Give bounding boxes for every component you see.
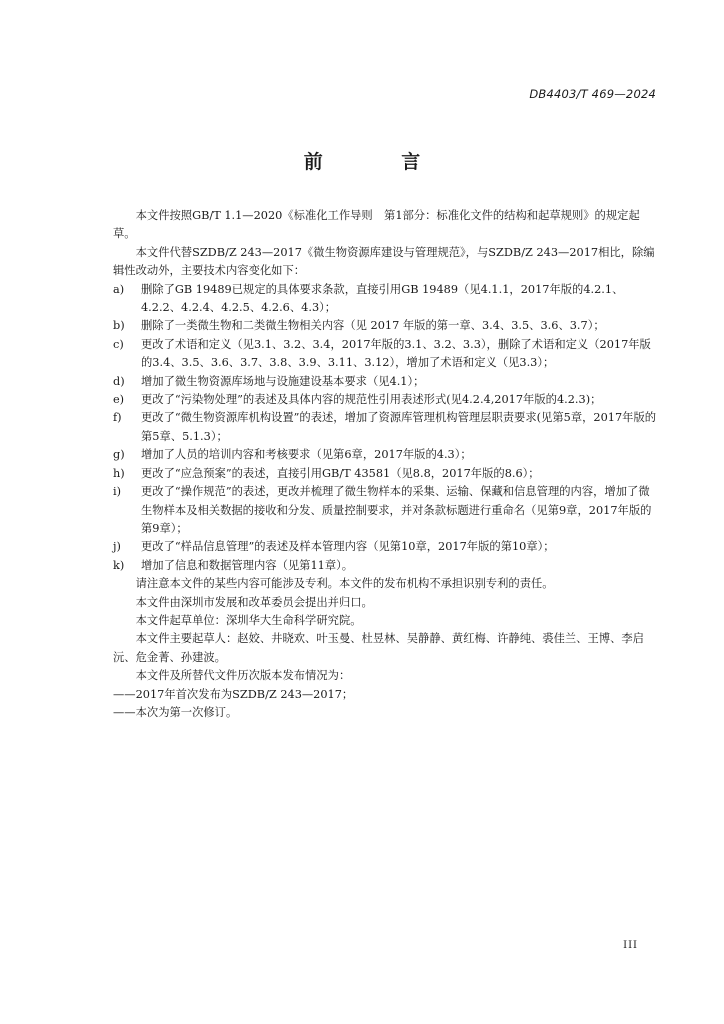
paragraph-drafting-rule: 本文件按照GB/T 1.1—2020《标准化工作导则 第1部分：标准化文件的结构和起草规则》的规定起草。 xyxy=(113,209,640,241)
item-mark: c) xyxy=(113,337,124,351)
item-mark: f) xyxy=(113,411,122,425)
item-text: 更改了“微生物资源库机构设置”的表述，增加了资源库管理机构管理层职责要求(见第5章，2017年版的第5章、5.1.3）； xyxy=(141,411,657,443)
item-text: 删除了GB 19489已规定的具体要求条款，直接引用GB 19489（见4.1.1，2017年版的4.2.1、4.2.2、4.2.4、4.2.5、4.2.6、4.3）； xyxy=(141,282,624,315)
paragraph-history-intro: 本文件及所替代文件历次版本发布情况为： xyxy=(135,669,351,683)
change-item xyxy=(113,281,658,318)
paragraph-patent-notice: 请注意本文件的某些内容可能涉及专利。本文件的发布机构不承担识别专利的责任。 xyxy=(135,577,554,591)
item-mark: d) xyxy=(113,374,125,388)
item-mark: j) xyxy=(113,540,121,554)
item-text: 更改了“污染物处理”的表述及具体内容的规范性引用表述形式(见4.2.4,2017年版的4.2.3)； xyxy=(141,393,602,407)
item-text: 更改了“应急预案”的表述，直接引用GB/T 43581（见8.8，2017年版的8.6）； xyxy=(141,466,540,480)
item-text: 增加了人员的培训内容和考核要求（见第6章，2017年版的4.3）； xyxy=(141,448,472,462)
change-item xyxy=(113,317,658,335)
change-item xyxy=(113,483,658,538)
paragraph-drafting-unit: 本文件起草单位：深圳华大生命科学研究院。 xyxy=(135,613,362,627)
change-item xyxy=(113,373,658,391)
paragraph-replacement: 本文件代替SZDB/Z 243—2017《微生物资源库建设与管理规范》，与SZDB/Z 243—2017相比，除编辑性改动外，主要技术内容变化如下： xyxy=(113,245,655,278)
change-item xyxy=(113,391,658,409)
item-text: 更改了“操作规范”的表述，更改并梳理了微生物样本的采集、运输、保藏和信息管理的内容，增加了微生物样本及相关数据的接收和分发、质量控制要求，并对条款标题进行重命名（见第9章，2017年版的第9章）； xyxy=(141,485,652,535)
item-text: 删除了一类微生物和二类微生物相关内容（见 2017 年版的第一章、3.4、3.5、3.6、3.7）； xyxy=(141,319,605,333)
document-code: DB4403/T 469—2024 xyxy=(529,87,656,101)
change-item xyxy=(113,557,658,575)
change-item xyxy=(113,446,658,464)
item-mark: e) xyxy=(113,393,125,407)
history-item: ——2017年首次发布为SZDB/Z 243—2017； xyxy=(113,687,354,701)
item-mark: g) xyxy=(113,448,125,462)
page-title: 前 言 xyxy=(303,151,457,173)
item-mark: b) xyxy=(113,319,125,333)
item-text: 更改了“样品信息管理”的表述及样本管理内容（见第10章，2017年版的第10章）； xyxy=(141,540,555,554)
item-text: 增加了微生物资源库场地与设施建设基本要求（见4.1）； xyxy=(141,374,425,388)
item-mark: i) xyxy=(113,485,122,499)
paragraph-proposer: 本文件由深圳市发展和改革委员会提出并归口。 xyxy=(135,595,373,609)
change-item xyxy=(113,336,658,373)
page-number: III xyxy=(623,940,638,951)
item-mark: a) xyxy=(113,282,125,296)
item-text: 增加了信息和数据管理内容（见第11章）。 xyxy=(141,558,354,572)
change-item xyxy=(113,465,658,483)
item-mark: k) xyxy=(113,558,125,572)
paragraph-drafters: 本文件主要起草人：赵姣、井晓欢、叶玉曼、杜昱林、吴静静、黄红梅、许静纯、裘佳兰、王博、李启沅、危金菁、孙建波。 xyxy=(113,632,644,664)
change-item xyxy=(113,409,658,446)
history-item: ——本次为第一次修订。 xyxy=(113,705,238,719)
item-mark: h) xyxy=(113,466,125,480)
change-item xyxy=(113,538,658,556)
item-text: 更改了术语和定义（见3.1、3.2、3.4，2017年版的3.1、3.2、3.3），删除了术语和定义（2017年版的3.4、3.5、3.6、3.7、3.8、3.9、3.11、3.12），增加了术语和定义（见3.3）； xyxy=(141,337,651,370)
foreword-body xyxy=(113,207,658,722)
